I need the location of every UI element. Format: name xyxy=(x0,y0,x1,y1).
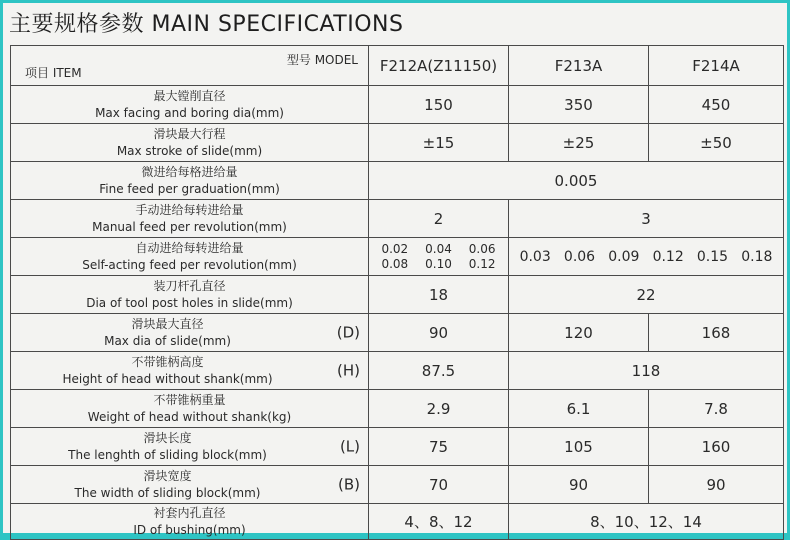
value-model-2: 105 xyxy=(509,428,649,466)
value-model-3: 450 xyxy=(649,86,784,124)
model-header-3: F214A xyxy=(649,46,784,86)
spec-label-en: Max stroke of slide(mm) xyxy=(116,143,263,158)
spec-label-en: Height of head without shank(mm) xyxy=(62,371,273,386)
spec-label-cell xyxy=(11,86,369,124)
spec-label-en: Dia of tool post holes in slide(mm) xyxy=(86,295,293,310)
value-model-2: 350 xyxy=(509,86,649,124)
spec-label-cell xyxy=(11,276,369,314)
feed-value: 0.12 xyxy=(652,248,684,265)
spec-label-zh: 装刀杆孔直径 xyxy=(153,278,226,293)
spec-sheet xyxy=(3,3,787,537)
spec-label-en: Max dia of slide(mm) xyxy=(104,333,231,348)
feed-value: 0.12 xyxy=(468,257,496,271)
model-label: 型号 MODEL xyxy=(286,53,358,67)
value-model-1: 150 xyxy=(369,86,509,124)
feed-value: 0.18 xyxy=(741,248,773,265)
spec-row xyxy=(11,314,784,352)
feed-value: 0.09 xyxy=(608,248,640,265)
header-row xyxy=(11,46,784,86)
value-model-1 xyxy=(369,238,509,276)
model-header-1: F212A(Z11150) xyxy=(369,46,509,86)
feed-value: 0.08 xyxy=(381,257,409,271)
spec-label-zh: 衬套内孔直径 xyxy=(153,505,226,520)
spec-row xyxy=(11,352,784,390)
dimension-symbol: (B) xyxy=(338,475,360,493)
spec-label-cell xyxy=(11,466,369,504)
spec-row xyxy=(11,276,784,314)
dimension-symbol: (D) xyxy=(336,323,360,341)
spec-label-zh: 微进给每格进给量 xyxy=(141,164,238,179)
spec-row xyxy=(11,86,784,124)
spec-label-en: Weight of head without shank(kg) xyxy=(87,409,292,424)
page-title: 主要规格参数 MAIN SPECIFICATIONS xyxy=(9,12,404,37)
spec-label-en: The width of sliding block(mm) xyxy=(74,485,261,500)
value-model-3: 168 xyxy=(649,314,784,352)
feed-value: 0.10 xyxy=(425,257,452,271)
value-model-1: 90 xyxy=(369,314,509,352)
value-model-2: ±25 xyxy=(509,124,649,162)
feed-value: 0.06 xyxy=(468,242,496,256)
spec-row xyxy=(11,428,784,466)
value-model-1: 87.5 xyxy=(369,352,509,390)
model-header-2: F213A xyxy=(509,46,649,86)
value-all-models: 0.005 xyxy=(369,162,784,200)
spec-label-zh: 手动进给每转进给量 xyxy=(135,202,244,217)
spec-label-cell xyxy=(11,162,369,200)
spec-label-en: Manual feed per revolution(mm) xyxy=(92,219,287,234)
spec-table xyxy=(10,45,784,540)
value-model-3: 7.8 xyxy=(649,390,784,428)
spec-row xyxy=(11,504,784,540)
value-model-2-3: 8、10、12、14 xyxy=(509,504,784,540)
spec-label-zh: 不带锥柄重量 xyxy=(153,392,226,407)
value-model-1: 18 xyxy=(369,276,509,314)
spec-label-cell xyxy=(11,352,369,390)
value-model-2-3: 22 xyxy=(509,276,784,314)
value-model-3: 90 xyxy=(649,466,784,504)
value-model-2-3: 118 xyxy=(509,352,784,390)
value-model-2-3 xyxy=(509,238,784,276)
value-model-3: 160 xyxy=(649,428,784,466)
dimension-symbol: (H) xyxy=(337,361,360,379)
header-corner-cell xyxy=(11,46,369,86)
spec-label-cell xyxy=(11,314,369,352)
value-model-2: 6.1 xyxy=(509,390,649,428)
spec-label-cell xyxy=(11,124,369,162)
value-model-1: 70 xyxy=(369,466,509,504)
spec-label-cell xyxy=(11,200,369,238)
spec-label-zh: 滑块长度 xyxy=(143,430,192,445)
feed-value: 0.03 xyxy=(519,248,551,265)
value-model-1: ±15 xyxy=(369,124,509,162)
value-model-1: 4、8、12 xyxy=(369,504,509,540)
value-model-2: 90 xyxy=(509,466,649,504)
spec-label-zh: 自动进给每转进给量 xyxy=(135,240,244,255)
spec-label-zh: 滑块最大直径 xyxy=(131,316,204,331)
spec-label-cell xyxy=(11,504,369,540)
feed-value: 0.06 xyxy=(563,248,596,265)
spec-label-cell xyxy=(11,238,369,276)
spec-row xyxy=(11,124,784,162)
spec-label-cell xyxy=(11,428,369,466)
spec-label-zh: 不带锥柄高度 xyxy=(131,354,204,369)
feed-value: 0.02 xyxy=(381,242,409,256)
spec-label-zh: 滑块宽度 xyxy=(143,468,192,483)
item-label: 项目 ITEM xyxy=(25,66,82,80)
spec-label-cell xyxy=(11,390,369,428)
value-model-2: 120 xyxy=(509,314,649,352)
feed-values-grid xyxy=(369,242,508,271)
feed-value: 0.04 xyxy=(425,242,452,256)
spec-row xyxy=(11,200,784,238)
value-model-3: ±50 xyxy=(649,124,784,162)
value-model-1: 2.9 xyxy=(369,390,509,428)
feed-values-list xyxy=(509,249,783,265)
spec-row xyxy=(11,466,784,504)
value-model-2-3: 3 xyxy=(509,200,784,238)
value-model-1: 2 xyxy=(369,200,509,238)
spec-row xyxy=(11,390,784,428)
spec-label-en: ID of bushing(mm) xyxy=(133,522,246,537)
spec-label-en: Fine feed per graduation(mm) xyxy=(99,181,280,196)
spec-label-zh: 滑块最大行程 xyxy=(153,126,226,141)
dimension-symbol: (L) xyxy=(339,437,360,455)
spec-label-en: Self-acting feed per revolution(mm) xyxy=(82,257,297,272)
feed-value: 0.15 xyxy=(696,248,729,265)
value-model-1: 75 xyxy=(369,428,509,466)
spec-label-en: The lenghth of sliding block(mm) xyxy=(68,447,267,462)
spec-label-zh: 最大镗削直径 xyxy=(153,88,226,103)
spec-row xyxy=(11,238,784,276)
spec-row xyxy=(11,162,784,200)
spec-label-en: Max facing and boring dia(mm) xyxy=(95,105,284,120)
